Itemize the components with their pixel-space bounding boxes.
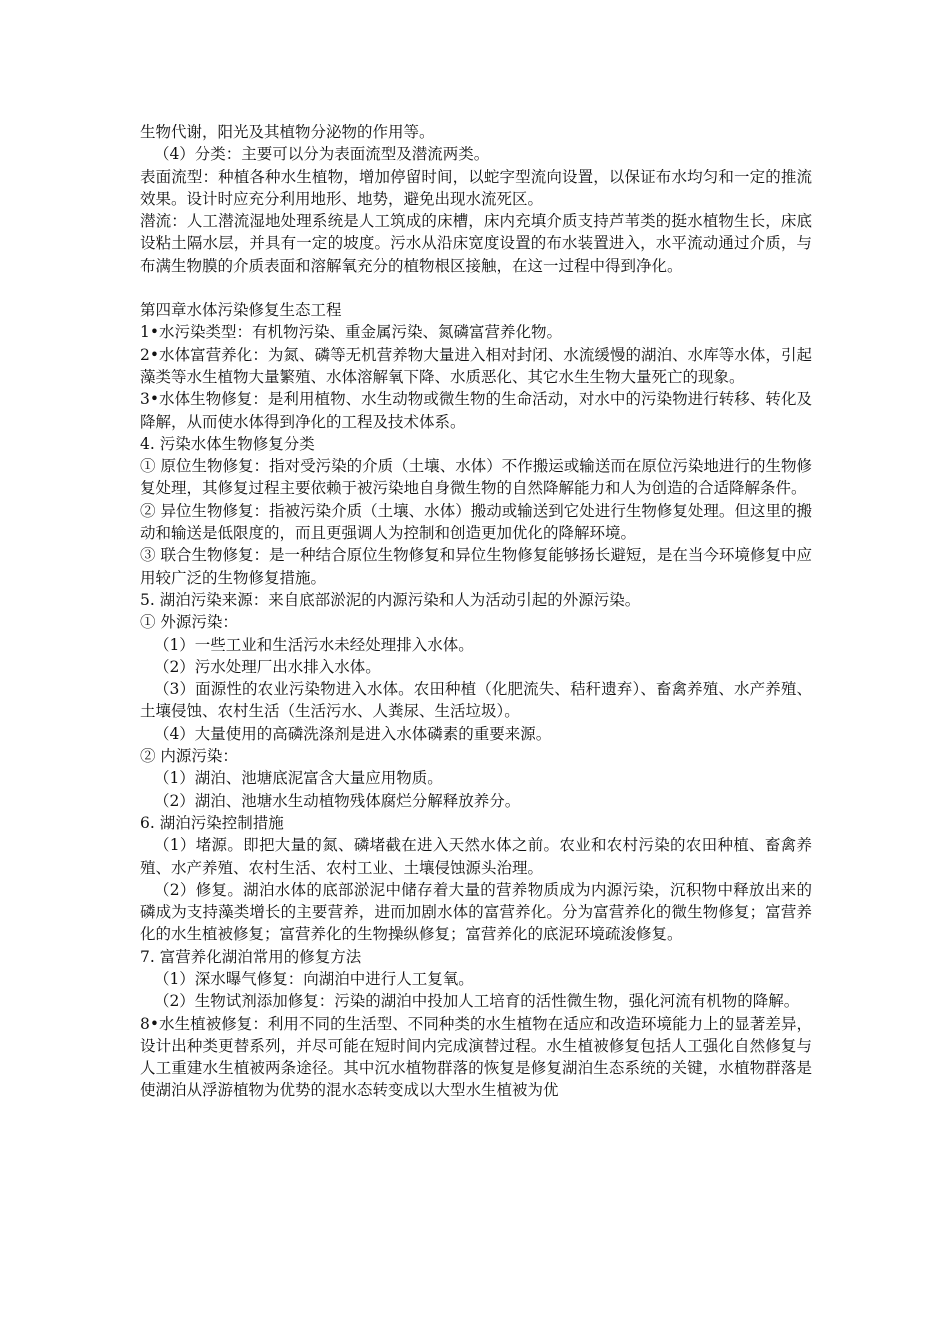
paragraph: （1）深水曝气修复：向湖泊中进行人工复氧。 — [153, 969, 474, 988]
paragraph: （4）分类：主要可以分为表面流型及潜流两类。 — [153, 145, 490, 164]
paragraph: 表面流型：种植各种水生植物，增加停留时间，以蛇字型流向设置，以保证布水均匀和一定的推流效果。设计时应充分利用地形、地势，避免出现水流死区。 — [140, 167, 812, 208]
paragraph: （2）污水处理厂出水排入水体。 — [153, 657, 381, 676]
paragraph: 生物代谢，阳光及其植物分泌物的作用等。 — [140, 123, 435, 141]
paragraph: ② 内源污染： — [140, 747, 238, 766]
paragraph: 8•水生植被修复：利用不同的生活型、不同种类的水生植物在适应和改造环境能力上的显著差异，设计出种类更替系列，并尽可能在短时间内完成演替过程。水生植被修复包括人工强化自然修复与人工重建水生植被两条途径。其中沉水植物群落的恢复是修复湖泊生态系统的关键，水植物群落是使湖泊从浮游植物为优势的混水态转变成以大型水生植被为优 — [140, 1014, 812, 1100]
paragraph: （2）湖泊、池塘水生动植物残体腐烂分解释放养分。 — [153, 791, 521, 810]
paragraph: 1•水污染类型：有机物污染、重金属污染、氮磷富营养化物。 — [140, 323, 563, 342]
paragraph: 7. 富营养化湖泊常用的修复方法 — [140, 947, 362, 966]
paragraph: 6. 湖泊污染控制措施 — [140, 813, 284, 832]
paragraph: （2）修复。湖泊水体的底部淤泥中储存着大量的营养物质成为内源污染，沉积物中释放出来的磷成为支持藻类增长的主要营养，进而加剧水体的富营养化。分为富营养化的微生物修复；富营养化的水生植被修复；富营养化的生物操纵修复；富营养化的底泥环境疏浚修复。 — [140, 880, 812, 944]
blank-line — [140, 277, 812, 299]
paragraph: 潜流：人工潜流湿地处理系统是人工筑成的床槽，床内充填介质支持芦苇类的挺水植物生长，床底设粘土隔水层，并具有一定的坡度。污水从沿床宽度设置的布水装置进入，水平流动通过介质，与布满生物膜的介质表面和溶解氧充分的植物根区接触，在这一过程中得到净化。 — [140, 212, 812, 275]
paragraph: ① 原位生物修复：指对受污染的介质（土壤、水体）不作搬运或输送而在原位污染地进行的生物修复处理，其修复过程主要依赖于被污染地自身微生物的自然降解能力和人为创造的合适降解条件。 — [140, 457, 812, 498]
paragraph: ① 外源污染： — [140, 613, 238, 632]
paragraph: 4. 污染水体生物修复分类 — [140, 434, 315, 453]
paragraph: ③ 联合生物修复：是一种结合原位生物修复和异位生物修复能够扬长避短，是在当今环境修复中应用较广泛的生物修复措施。 — [140, 546, 812, 587]
paragraph: 2•水体富营养化：为氮、磷等无机营养物大量进入相对封闭、水流缓慢的湖泊、水库等水体，引起藻类等水生植物大量繁殖、水体溶解氧下降、水质恶化、其它水生生物大量死亡的现象。 — [140, 345, 812, 386]
paragraph: （1）湖泊、池塘底泥富含大量应用物质。 — [153, 769, 443, 788]
paragraph: 3•水体生物修复：是利用植物、水生动物或微生物的生命活动，对水中的污染物进行转移、转化及降解，从而使水体得到净化的工程及技术体系。 — [140, 390, 812, 431]
paragraph: 第四章水体污染修复生态工程 — [140, 301, 342, 320]
paragraph: （3）面源性的农业污染物进入水体。农田种植（化肥流失、秸秆遗弃）、畜禽养殖、水产养殖、土壤侵蚀、农村生活（生活污水、人粪尿、生活垃圾）。 — [140, 680, 812, 721]
paragraph: （1）堵源。即把大量的氮、磷堵截在进入天然水体之前。农业和农村污染的农田种植、畜禽养殖、水产养殖、农村生活、农村工业、土壤侵蚀源头治理。 — [140, 836, 812, 877]
paragraph: ② 异位生物修复：指被污染介质（土壤、水体）搬动或输送到它处进行生物修复处理。但这里的搬动和输送是低限度的，而且更强调人为控制和创造更加优化的降解环境。 — [140, 501, 812, 543]
document-body — [140, 121, 812, 1102]
paragraph: （1）一些工业和生活污水未经处理排入水体。 — [153, 635, 474, 654]
paragraph: 5. 湖泊污染来源：来自底部淤泥的内源污染和人为活动引起的外源污染。 — [140, 590, 641, 609]
paragraph: （2）生物试剂添加修复：污染的湖泊中投加人工培育的活性微生物，强化河流有机物的降解。 — [153, 992, 800, 1011]
paragraph: （4）大量使用的高磷洗涤剂是进入水体磷素的重要来源。 — [153, 724, 552, 743]
